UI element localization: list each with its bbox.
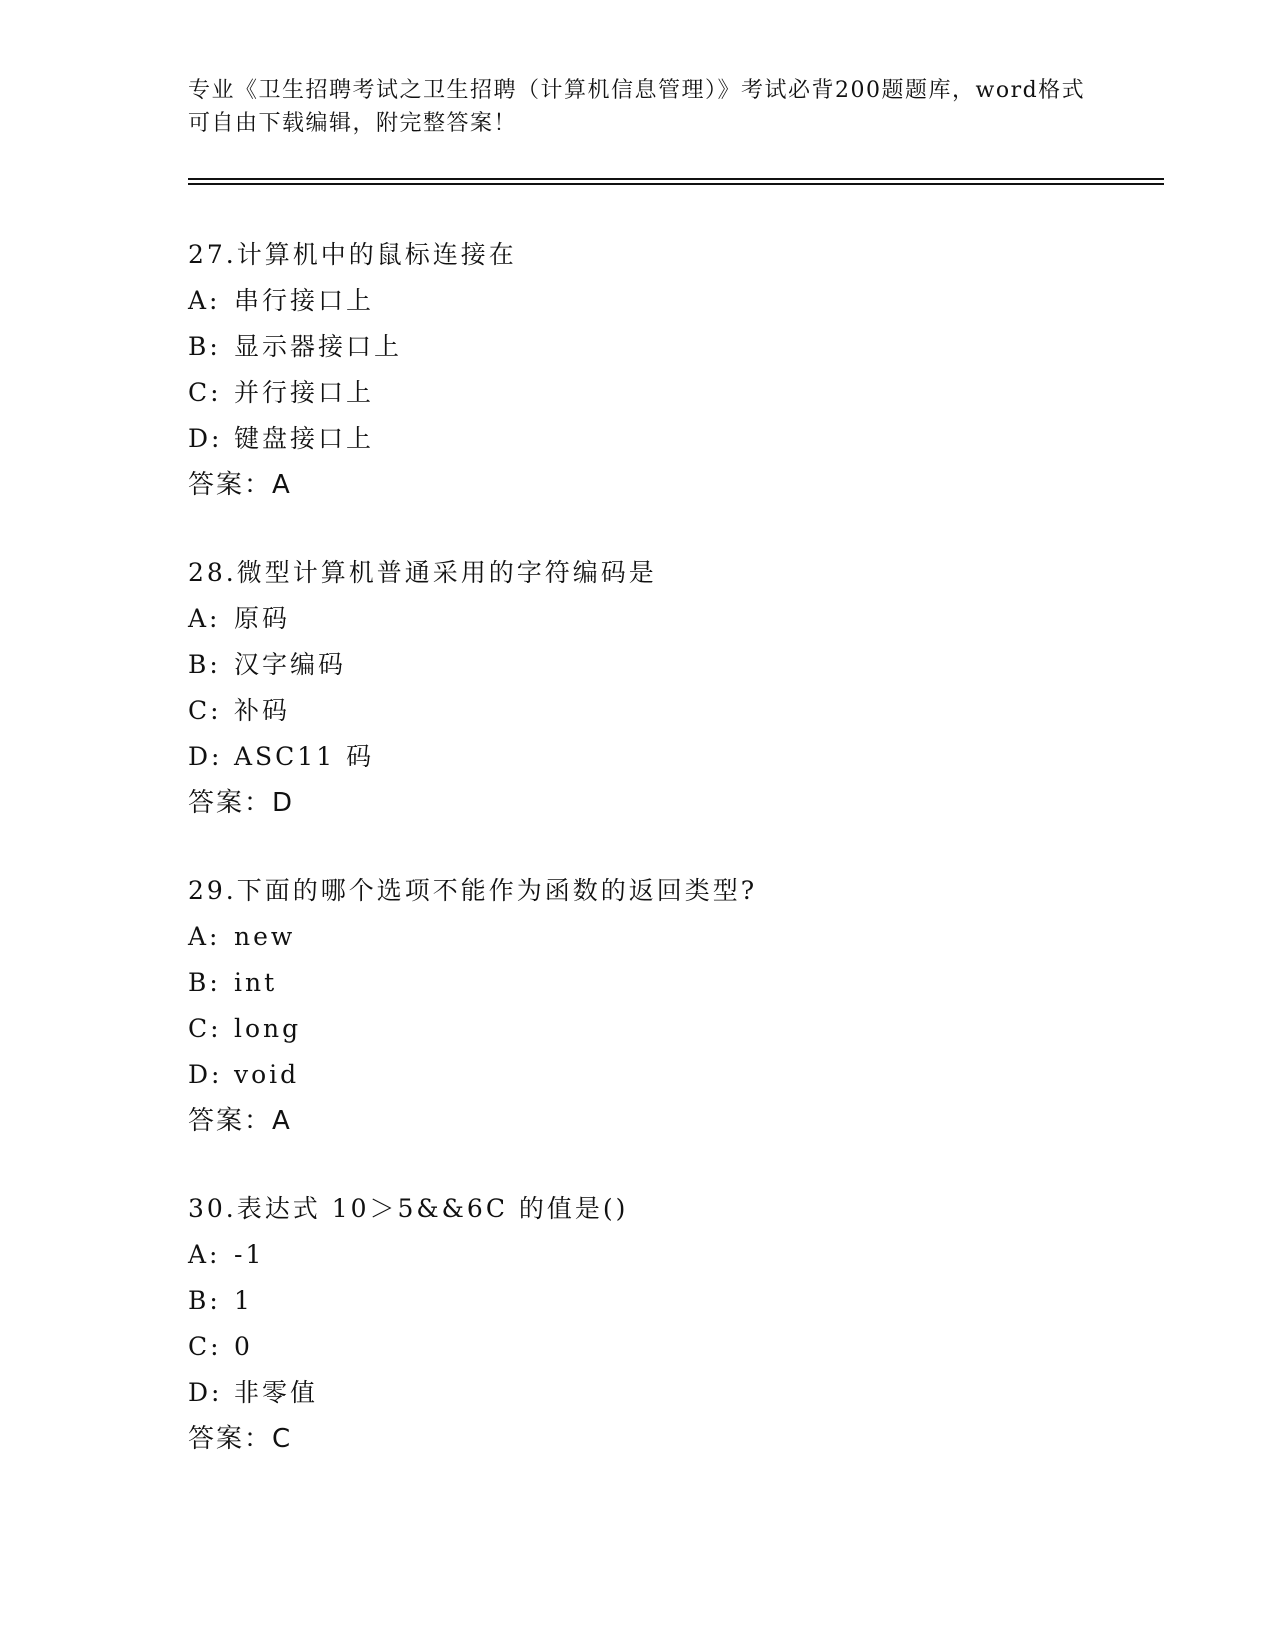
document-header: 专业《卫生招聘考试之卫生招聘（计算机信息管理）》考试必背200题题库，word格式可自由下载编辑，附完整答案！ [188, 78, 1086, 136]
option-text: 补码 [234, 696, 291, 725]
question-stem: 29.下面的哪个选项不能作为函数的返回类型? [188, 876, 758, 905]
option-a [188, 1232, 1188, 1278]
option-text: 非零值 [234, 1378, 319, 1407]
option-key: C: [188, 696, 222, 725]
answer-line: 答案：C [188, 1424, 293, 1454]
option-a [188, 596, 1188, 642]
question-27 [188, 232, 1188, 508]
option-key: D: [188, 742, 223, 771]
option-key: B: [188, 650, 221, 679]
option-text: 0 [234, 1332, 253, 1361]
option-key: D: [188, 1060, 223, 1089]
option-key: B: [188, 1286, 221, 1315]
option-key: A: [188, 1240, 221, 1269]
option-b [188, 1278, 1188, 1324]
option-key: C: [188, 378, 222, 407]
option-key: B: [188, 968, 221, 997]
option-b [188, 960, 1188, 1006]
option-a [188, 278, 1188, 324]
question-28 [188, 550, 1188, 826]
option-text: new [234, 922, 296, 951]
option-b [188, 324, 1188, 370]
option-c [188, 688, 1188, 734]
question-stem: 30.表达式 10＞5&&6C 的值是() [188, 1194, 629, 1223]
option-d [188, 1370, 1188, 1416]
option-d [188, 734, 1188, 780]
option-key: C: [188, 1332, 222, 1361]
question-30 [188, 1186, 1188, 1462]
question-29 [188, 868, 1188, 1144]
option-c [188, 1324, 1188, 1370]
option-a [188, 914, 1188, 960]
option-key: B: [188, 332, 221, 361]
option-text: 1 [234, 1286, 253, 1315]
answer-line: 答案：A [188, 1106, 292, 1136]
option-text: 汉字编码 [234, 650, 347, 679]
header-divider-top [188, 178, 1164, 180]
option-text: void [234, 1060, 300, 1089]
option-c [188, 370, 1188, 416]
option-d [188, 1052, 1188, 1098]
option-d [188, 416, 1188, 462]
answer-line: 答案：D [188, 788, 295, 818]
question-stem: 27.计算机中的鼠标连接在 [188, 240, 517, 269]
option-c [188, 1006, 1188, 1052]
option-text: ASC11 码 [234, 742, 375, 771]
option-b [188, 642, 1188, 688]
question-stem: 28.微型计算机普通采用的字符编码是 [188, 558, 657, 587]
option-key: A: [188, 286, 221, 315]
option-text: 串行接口上 [234, 286, 375, 315]
option-text: 并行接口上 [234, 378, 375, 407]
option-key: C: [188, 1014, 222, 1043]
option-text: 键盘接口上 [234, 424, 375, 453]
header-divider-bottom [188, 183, 1164, 185]
option-key: A: [188, 922, 221, 951]
answer-line: 答案：A [188, 470, 292, 500]
option-text: 显示器接口上 [234, 332, 403, 361]
option-text: long [234, 1014, 302, 1043]
option-key: A: [188, 604, 221, 633]
option-key: D: [188, 1378, 223, 1407]
option-key: D: [188, 424, 223, 453]
option-text: 原码 [234, 604, 291, 633]
option-text: int [234, 968, 278, 997]
option-text: -1 [234, 1240, 265, 1269]
